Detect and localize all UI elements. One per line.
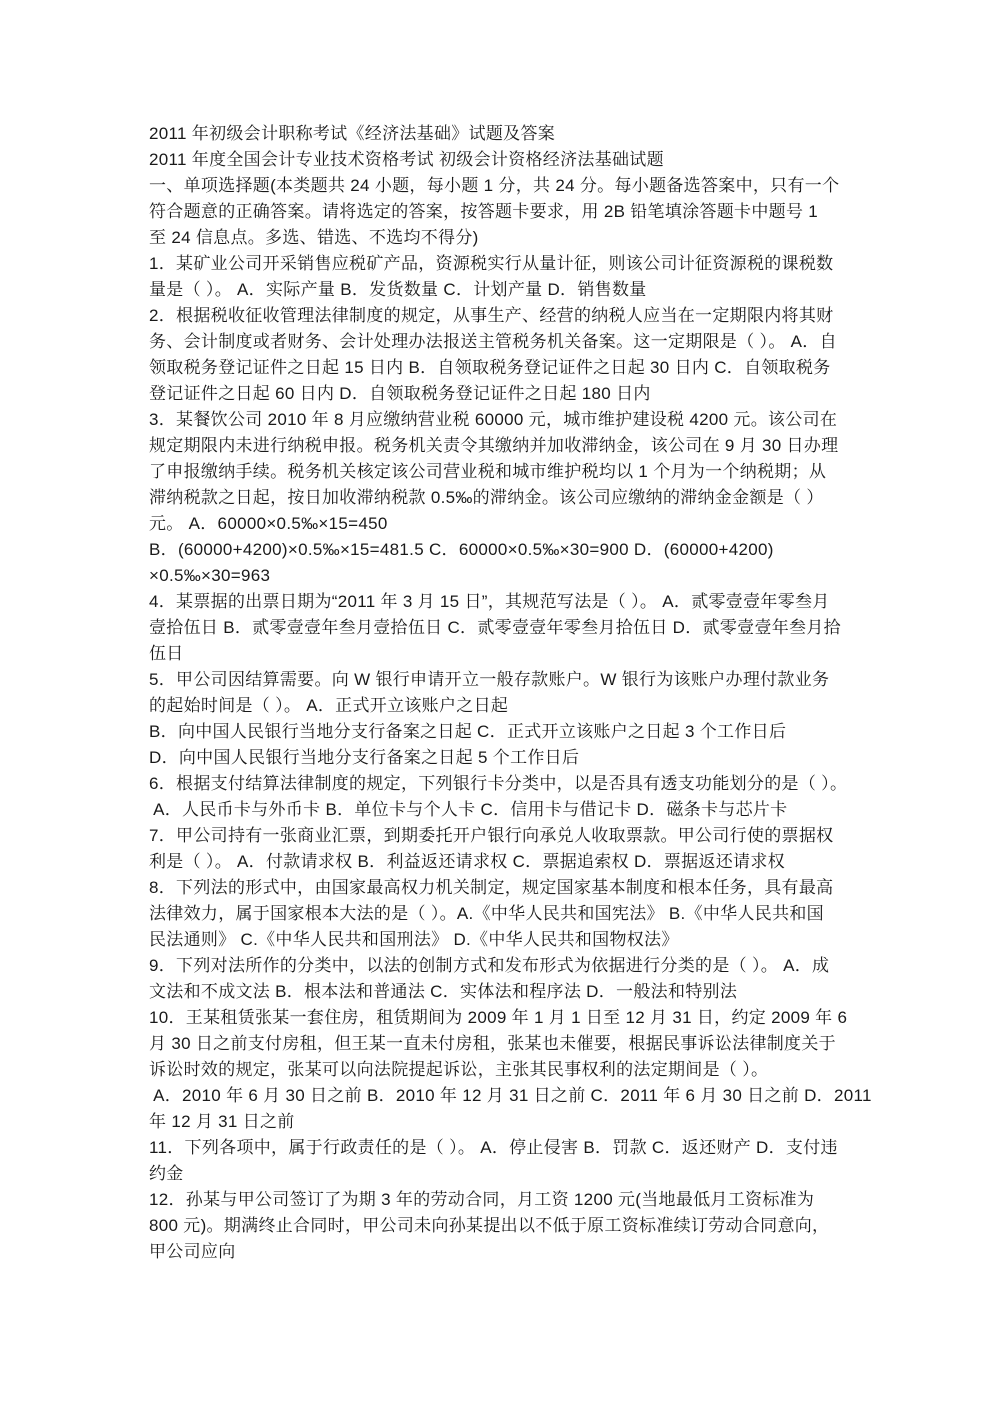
- text-line: 文法和不成文法 B．根本法和普通法 C．实体法和程序法 D．一般法和特别法: [149, 982, 738, 1001]
- text-line: A．人民币卡与外币卡 B．单位卡与个人卡 C．信用卡与借记卡 D．磁条卡与芯片卡: [149, 800, 788, 819]
- text-line: 元。 A．60000×0.5‰×15=450: [149, 514, 388, 533]
- text-line: 9．下列对法所作的分类中，以法的创制方式和发布形式为依据进行分类的是（ ）。 A．成: [149, 956, 830, 975]
- text-line: 务、会计制度或者财务、会计处理办法报送主管税务机关备案。这一定期限是（ ）。 A．自: [149, 332, 837, 351]
- text-line: 6．根据支付结算法律制度的规定，下列银行卡分类中，以是否具有透支功能划分的是（ ）。: [149, 774, 848, 793]
- text-line: 符合题意的正确答案。请将选定的答案，按答题卡要求，用 2B 铅笔填涂答题卡中题号 1: [149, 202, 819, 221]
- text-line: 2．根据税收征收管理法律制度的规定，从事生产、经营的纳税人应当在一定期限内将其财: [149, 306, 834, 325]
- text-line: 一、单项选择题(本类题共 24 小题，每小题 1 分，共 24 分。每小题备选答案中，只有一个: [149, 176, 840, 195]
- text-line: 12．孙某与甲公司签订了为期 3 年的劳动合同，月工资 1200 元(当地最低月工资标准为: [149, 1190, 815, 1209]
- text-line: 至 24 信息点。多选、错选、不选均不得分): [149, 228, 479, 247]
- text-line: A．2010 年 6 月 30 日之前 B．2010 年 12 月 31 日之前 C．2011 年 6 月 30 日之前 D．2011: [149, 1086, 872, 1105]
- text-line: 4．某票据的出票日期为“2011 年 3 月 15 日”，其规范写法是（ ）。 A．贰零壹壹年零叁月: [149, 592, 830, 611]
- text-line: 7．甲公司持有一张商业汇票，到期委托开户银行向承兑人收取票款。甲公司行使的票据权: [149, 826, 834, 845]
- text-line: D．向中国人民银行当地分支行备案之日起 5 个工作日后: [149, 748, 580, 767]
- text-line: 的起始时间是（ ）。 A．正式开立该账户之日起: [149, 696, 509, 715]
- text-line: 滞纳税款之日起，按日加收滞纳税款 0.5‰的滞纳金。该公司应缴纳的滞纳金金额是（ ）: [149, 488, 824, 507]
- text-line: 约金: [149, 1164, 184, 1183]
- text-line: 量是（ ）。 A．实际产量 B．发货数量 C．计划产量 D．销售数量: [149, 280, 647, 299]
- text-line: 壹拾伍日 B．贰零壹壹年叁月壹拾伍日 C．贰零壹壹年零叁月拾伍日 D．贰零壹壹年叁月拾: [149, 618, 841, 637]
- text-line: 法律效力，属于国家根本大法的是（ ）。A.《中华人民共和国宪法》 B.《中华人民共和国: [149, 904, 824, 923]
- text-line: 甲公司应向: [149, 1242, 236, 1261]
- text-line: 月 30 日之前支付房租，但王某一直未付房租，张某也未催要，根据民事诉讼法律制度关于: [149, 1034, 836, 1053]
- text-line: 登记证件之日起 60 日内 D．自领取税务登记证件之日起 180 日内: [149, 384, 651, 403]
- text-line: 800 元)。期满终止合同时，甲公司未向孙某提出以不低于原工资标准续订劳动合同意向，: [149, 1216, 830, 1235]
- text-line: 诉讼时效的规定，张某可以向法院提起诉讼，主张其民事权利的法定期间是（ ）。: [149, 1060, 769, 1079]
- text-line: 2011 年初级会计职称考试《经济法基础》试题及答案: [149, 124, 556, 143]
- text-line: 年 12 月 31 日之前: [149, 1112, 295, 1131]
- text-line: 伍日: [149, 644, 184, 663]
- text-line: 1．某矿业公司开采销售应税矿产品，资源税实行从量计征，则该公司计征资源税的课税数: [149, 254, 834, 273]
- text-line: 利是（ ）。 A．付款请求权 B．利益返还请求权 C．票据追索权 D．票据返还请求权: [149, 852, 785, 871]
- text-line: 规定期限内未进行纳税申报。税务机关责令其缴纳并加收滞纳金，该公司在 9 月 30 日办理: [149, 436, 839, 455]
- text-line: 5．甲公司因结算需要。向 W 银行申请开立一般存款账户。W 银行为该账户办理付款业务: [149, 670, 830, 689]
- exam-text-body: [149, 121, 872, 1265]
- text-line: 11．下列各项中，属于行政责任的是（ ）。 A．停止侵害 B．罚款 C．返还财产 D．支付违: [149, 1138, 838, 1157]
- text-line: 2011 年度全国会计专业技术资格考试 初级会计资格经济法基础试题: [149, 150, 664, 169]
- text-line: 10．王某租赁张某一套住房，租赁期间为 2009 年 1 月 1 日至 12 月 31 日，约定 2009 年 6: [149, 1008, 848, 1027]
- text-line: 3．某餐饮公司 2010 年 8 月应缴纳营业税 60000 元，城市维护建设税 4200 元。该公司在: [149, 410, 838, 429]
- text-line: B．向中国人民银行当地分支行备案之日起 C．正式开立该账户之日起 3 个工作日后: [149, 722, 787, 741]
- text-line: ×0.5‰×30=963: [149, 566, 271, 585]
- text-line: 民法通则》 C.《中华人民共和国刑法》 D.《中华人民共和国物权法》: [149, 930, 679, 949]
- text-line: 8．下列法的形式中，由国家最高权力机关制定，规定国家基本制度和根本任务，具有最高: [149, 878, 834, 897]
- text-line: 了申报缴纳手续。税务机关核定该公司营业税和城市维护税均以 1 个月为一个纳税期；从: [149, 462, 827, 481]
- text-line: 领取税务登记证件之日起 15 日内 B．自领取税务登记证件之日起 30 日内 C．自领取税务: [149, 358, 831, 377]
- text-line: B．(60000+4200)×0.5‰×15=481.5 C．60000×0.5‰×30=900 D．(60000+4200): [149, 540, 774, 559]
